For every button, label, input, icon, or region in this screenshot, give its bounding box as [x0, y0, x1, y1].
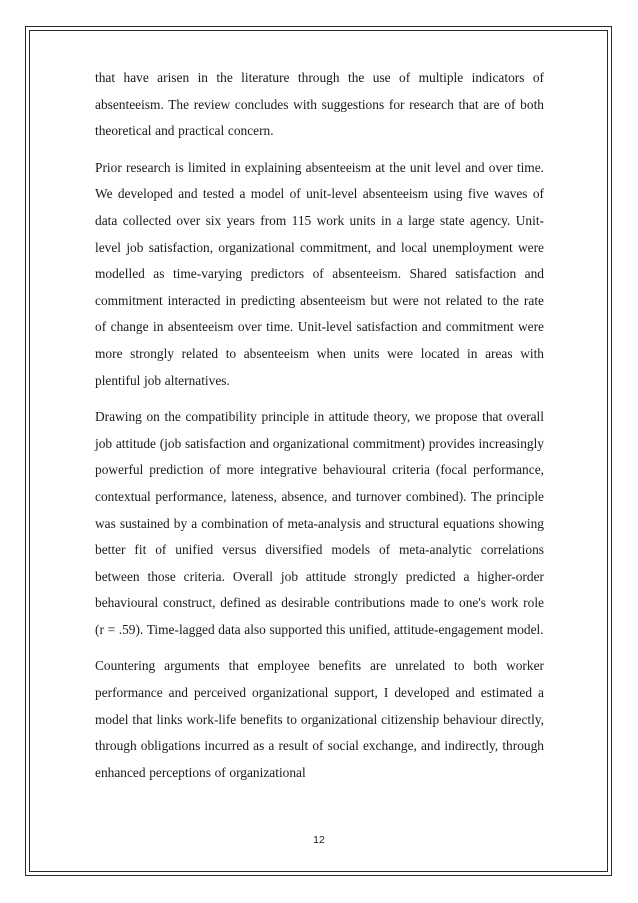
page-number: 12 [313, 834, 325, 846]
paragraph-1: that have arisen in the literature through the use of multiple indicators of absenteeism. The review concludes with suggestions for research that are of both theoretical and practical concern. [95, 70, 544, 139]
paragraph-3: Drawing on the compatibility principle in attitude theory, we propose that overall job attitude (job satisfaction and organizational commitment) provides increasingly powerful prediction of more integrative behavioural criteria (focal performance, contextual performance, lateness, absence, and turnover combined). The principle was sustained by a combination of meta-analysis and structural equations showing better fit of unified versus diversified models of meta-analytic correlations between those criteria. Overall job attitude strongly predicted a higher-order behavioural construct, defined as desirable contributions made to one's work role (r = .59). Time-lagged data also supported this unified, attitude-engagement model. [95, 409, 544, 637]
paragraph-2: Prior research is limited in explaining absenteeism at the unit level and over time. We developed and tested a model of unit-level absenteeism using five waves of data collected over six years from 115 work units in a large state agency. Unit-level job satisfaction, organizational commitment, and local unemployment were modelled as time-varying predictors of absenteeism. Shared satisfaction and commitment interacted in predicting absenteeism but were not related to the rate of change in absenteeism over time. Unit-level satisfaction and commitment were more strongly related to absenteeism when units were located in areas with plentiful job alternatives. [95, 159, 544, 388]
page-body [95, 65, 544, 796]
paragraph-4: Countering arguments that employee benefits are unrelated to both worker performance and perceived organizational support, I developed and estimated a model that links work-life benefits to organizational citizenship behaviour directly, through obligations incurred as a result of social exchange, and indirectly, through enhanced perceptions of organizational [95, 658, 544, 780]
